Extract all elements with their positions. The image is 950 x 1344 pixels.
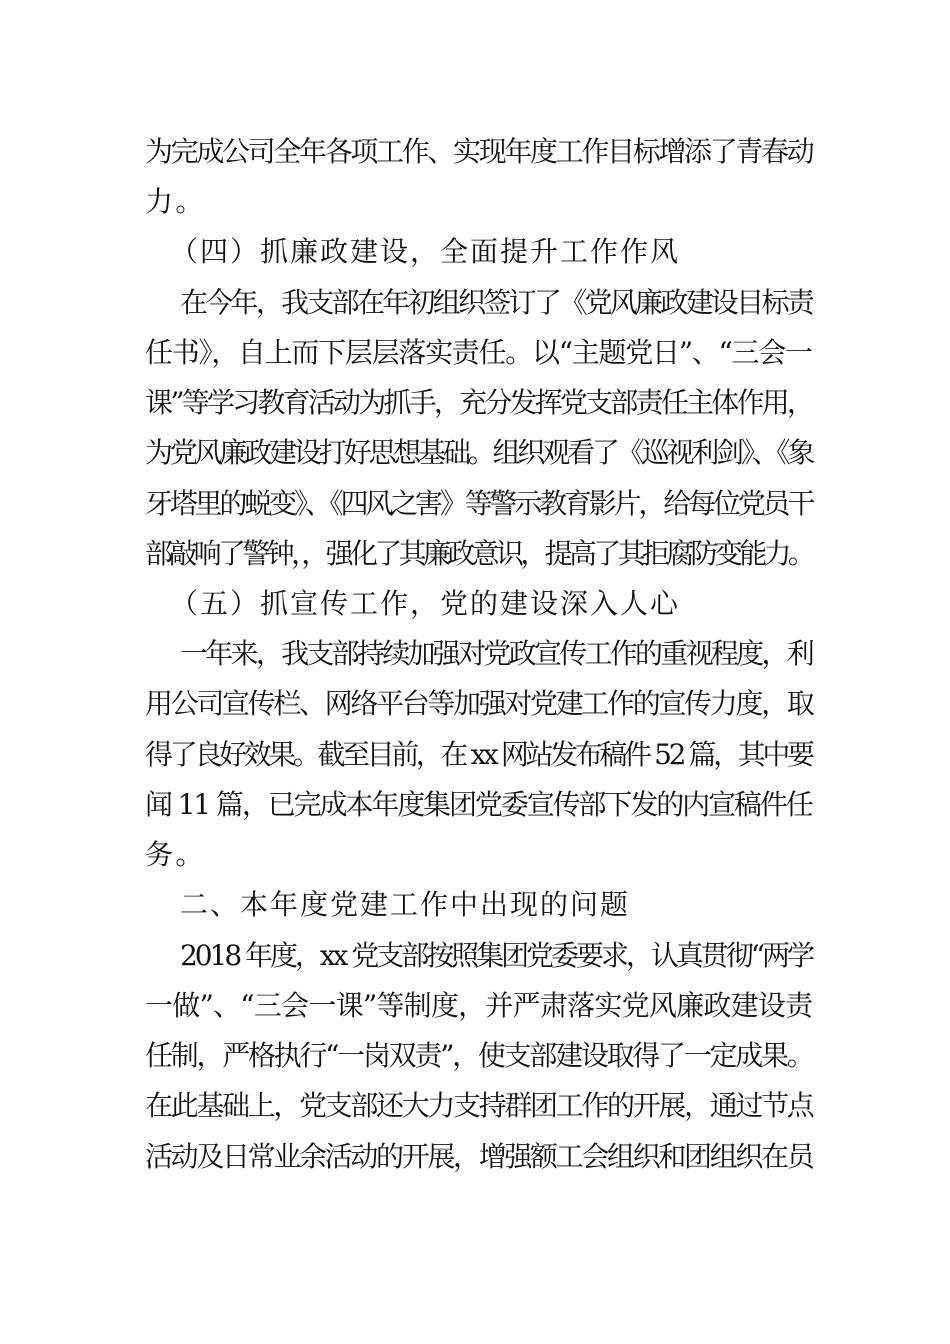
paragraph-line: 牙塔里的蜕变》、《四风之害》等警示教育影片，给每位党员干: [145, 487, 813, 520]
paragraph-line: 活动及日常业余活动的开展，增强额工会组织和团组织在员: [145, 1140, 813, 1173]
section-heading-2: 二、本年度党建工作中出现的问题: [180, 888, 631, 921]
paragraph-line: 为完成公司全年各项工作、实现年度工作目标增添了青春动: [145, 135, 813, 168]
paragraph-line: 任书》，自上而下层层落实责任。以“主题党日”、“三会一: [145, 336, 812, 369]
paragraph-line: 力。: [145, 185, 206, 218]
paragraph-line: 任制，严格执行“一岗双责”，使支部建设取得了一定成果。: [145, 1039, 813, 1072]
paragraph-line: 闻 11 篇，已完成本年度集团党委宣传部下发的内宣稿件任: [145, 788, 812, 821]
paragraph-line: 得了良好效果。截至目前，在 xx 网站发布稿件 52 篇，其中要: [145, 738, 812, 771]
paragraph-line: 一年来，我支部持续加强对党政宣传工作的重视程度，利: [180, 637, 813, 670]
paragraph-line: 用公司宣传栏、网络平台等加强对党建工作的宣传力度，取: [145, 687, 813, 720]
paragraph-line: 为党风廉政建设打好思想基础。组织观看了《巡视利剑》、《象: [145, 436, 813, 469]
paragraph-line: 一做”、“三会一课”等制度，并严肃落实党风廉政建设责: [145, 989, 813, 1022]
paragraph-line: 部敲响了警钟，，强化了其廉政意识，提高了其拒腐防变能力。: [145, 537, 813, 570]
section-heading-5: （五）抓宣传工作，党的建设深入人心: [170, 587, 681, 620]
paragraph-line: 在此基础上，党支部还大力支持群团工作的开展，通过节点: [145, 1089, 813, 1122]
section-heading-4: （四）抓廉政建设，全面提升工作作风: [170, 235, 681, 268]
paragraph-line: 课”等学习教育活动为抓手，充分发挥党支部责任主体作用，: [145, 386, 813, 419]
paragraph-line: 务。: [145, 838, 206, 871]
paragraph-line: 2018 年度，xx 党支部按照集团党委要求，认真贯彻“两学: [180, 939, 812, 972]
paragraph-line: 在今年，我支部在年初组织签订了《党风廉政建设目标责: [180, 286, 813, 319]
